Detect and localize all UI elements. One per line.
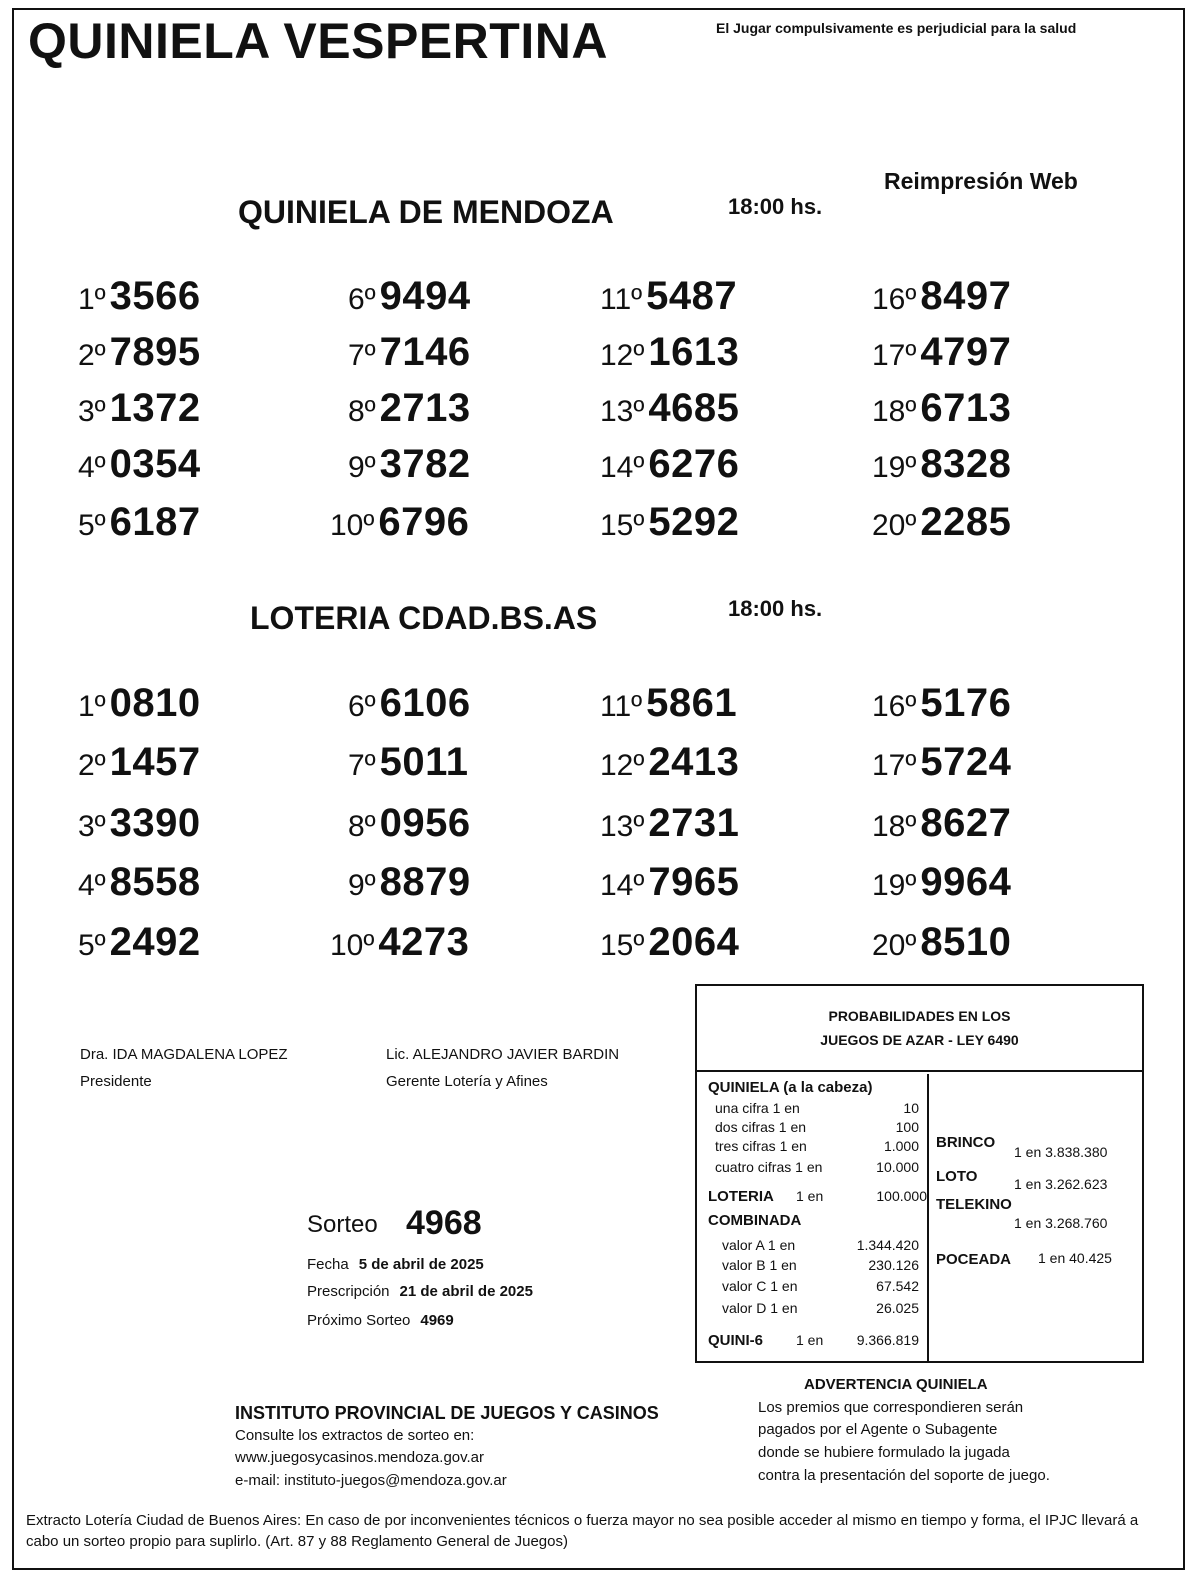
loto-odds-value: 1 en 3.262.623 bbox=[1014, 1176, 1108, 1192]
probabilidades-header bbox=[697, 986, 1142, 1072]
health-warning: El Jugar compulsivamente es perjudicial para la salud bbox=[716, 20, 1077, 36]
combinada-odds-value: 1.344.420 bbox=[856, 1237, 919, 1253]
result-number: 5176 bbox=[920, 681, 1012, 725]
signature-right-name: Lic. ALEJANDRO JAVIER BARDIN bbox=[386, 1046, 620, 1063]
result-item bbox=[330, 274, 471, 319]
result-number: 6276 bbox=[648, 442, 740, 486]
result-position: 7º bbox=[348, 749, 376, 782]
result-item bbox=[872, 801, 1011, 846]
result-number: 8558 bbox=[109, 860, 201, 904]
brinco-odds-value: 1 en 3.838.380 bbox=[1014, 1144, 1108, 1160]
probabilidades-divider bbox=[927, 1074, 929, 1361]
result-position: 5º bbox=[78, 509, 106, 542]
quiniela-odds-label: tres cifras 1 en bbox=[715, 1138, 807, 1154]
result-number: 4797 bbox=[920, 330, 1012, 374]
result-position: 16º bbox=[872, 283, 917, 316]
reprint-label: Reimpresión Web bbox=[884, 168, 1078, 194]
result-position: 18º bbox=[872, 810, 917, 843]
result-position: 15º bbox=[600, 509, 645, 542]
result-position: 2º bbox=[78, 339, 106, 372]
result-position: 8º bbox=[348, 810, 376, 843]
result-number: 9494 bbox=[379, 274, 471, 318]
result-position: 1º bbox=[78, 283, 106, 316]
result-item bbox=[330, 801, 471, 846]
mendoza-time: 18:00 hs. bbox=[728, 194, 823, 219]
telekino-odds-label: TELEKINO bbox=[936, 1196, 1012, 1213]
result-item bbox=[872, 442, 1011, 487]
quiniela-odds-label: una cifra 1 en bbox=[715, 1100, 800, 1116]
combinada-odds-label: COMBINADA bbox=[708, 1212, 802, 1229]
result-number: 8328 bbox=[920, 442, 1012, 486]
result-position: 1º bbox=[78, 690, 106, 723]
result-item bbox=[600, 442, 739, 487]
result-item bbox=[600, 920, 739, 965]
loteria-odds-text: 1 en bbox=[796, 1188, 824, 1204]
combinada-odds-value: 67.542 bbox=[876, 1278, 919, 1294]
result-position: 20º bbox=[872, 509, 917, 542]
result-number: 4273 bbox=[378, 920, 470, 964]
result-number: 1457 bbox=[109, 740, 201, 784]
result-item bbox=[78, 920, 201, 965]
result-item bbox=[330, 920, 469, 965]
result-position: 11º bbox=[600, 690, 643, 723]
result-position: 18º bbox=[872, 395, 917, 428]
quiniela-odds-value: 1.000 bbox=[883, 1138, 919, 1154]
instituto-email-link[interactable]: e-mail: instituto-juegos@mendoza.gov.ar bbox=[235, 1472, 507, 1489]
result-position: 14º bbox=[600, 451, 645, 484]
result-number: 3390 bbox=[109, 801, 201, 845]
result-number: 2492 bbox=[109, 920, 201, 964]
result-item bbox=[600, 860, 739, 905]
prescripcion-value: 21 de abril de 2025 bbox=[399, 1283, 533, 1300]
probabilidades-box bbox=[695, 984, 1144, 1363]
result-item bbox=[78, 801, 201, 846]
result-item bbox=[78, 860, 201, 905]
result-item bbox=[600, 386, 739, 431]
result-position: 13º bbox=[600, 395, 645, 428]
result-position: 11º bbox=[600, 283, 643, 316]
result-number: 5724 bbox=[920, 740, 1012, 784]
quini6-odds-value: 9.366.819 bbox=[856, 1332, 919, 1348]
result-number: 8627 bbox=[920, 801, 1012, 845]
result-number: 6796 bbox=[378, 500, 470, 544]
result-item bbox=[600, 801, 739, 846]
result-item bbox=[872, 681, 1011, 726]
probabilidades-title-1: PROBABILIDADES EN LOS bbox=[828, 1008, 1011, 1024]
result-item bbox=[872, 740, 1011, 785]
result-item bbox=[330, 442, 471, 487]
result-item bbox=[600, 330, 739, 375]
result-item bbox=[330, 386, 471, 431]
result-number: 6187 bbox=[109, 500, 201, 544]
result-item bbox=[78, 681, 201, 726]
result-item bbox=[330, 330, 471, 375]
result-number: 8879 bbox=[379, 860, 471, 904]
result-position: 10º bbox=[330, 929, 375, 962]
instituto-name: INSTITUTO PROVINCIAL DE JUEGOS Y CASINOS bbox=[235, 1403, 659, 1423]
advertencia-title: ADVERTENCIA QUINIELA bbox=[804, 1376, 988, 1393]
prescripcion-label: Prescripción bbox=[307, 1283, 390, 1300]
instituto-consult: Consulte los extractos de sorteo en: bbox=[235, 1427, 475, 1444]
result-position: 6º bbox=[348, 690, 376, 723]
mendoza-title: QUINIELA DE MENDOZA bbox=[238, 194, 614, 230]
result-number: 8497 bbox=[920, 274, 1012, 318]
quini6-odds-label: QUINI-6 bbox=[708, 1332, 764, 1349]
result-number: 4685 bbox=[648, 386, 740, 430]
poceada-odds-value: 1 en 40.425 bbox=[1038, 1250, 1112, 1266]
result-position: 3º bbox=[78, 395, 106, 428]
quiniela-odds-value: 10 bbox=[903, 1100, 919, 1116]
result-position: 4º bbox=[78, 451, 106, 484]
result-item bbox=[78, 274, 201, 319]
quiniela-odds-label: cuatro cifras 1 en bbox=[715, 1159, 823, 1175]
result-item bbox=[600, 274, 737, 319]
result-number: 6106 bbox=[379, 681, 471, 725]
combinada-odds-label: valor D 1 en bbox=[722, 1300, 798, 1316]
result-number: 2731 bbox=[648, 801, 740, 845]
fecha-row bbox=[307, 1256, 484, 1273]
sorteo-label: Sorteo bbox=[307, 1211, 378, 1238]
result-item bbox=[330, 860, 471, 905]
result-number: 5861 bbox=[646, 681, 738, 725]
advertencia-line: Los premios que correspondieren serán bbox=[758, 1399, 1024, 1416]
prescripcion-row bbox=[307, 1283, 533, 1300]
result-item bbox=[330, 740, 468, 785]
result-item bbox=[872, 274, 1011, 319]
combinada-odds-label: valor A 1 en bbox=[722, 1237, 796, 1253]
result-number: 8510 bbox=[920, 920, 1012, 964]
result-item bbox=[872, 330, 1011, 375]
result-position: 8º bbox=[348, 395, 376, 428]
signature-right-role: Gerente Lotería y Afines bbox=[386, 1073, 548, 1090]
result-item bbox=[600, 500, 739, 545]
result-item bbox=[330, 681, 471, 726]
result-number: 1613 bbox=[648, 330, 740, 374]
result-item bbox=[78, 740, 201, 785]
proximo-row bbox=[307, 1312, 454, 1329]
result-item bbox=[78, 442, 201, 487]
result-item bbox=[78, 386, 201, 431]
result-number: 5487 bbox=[646, 274, 738, 318]
result-number: 0354 bbox=[109, 442, 201, 486]
result-position: 17º bbox=[872, 339, 917, 372]
instituto-website-link[interactable]: www.juegosycasinos.mendoza.gov.ar bbox=[235, 1449, 485, 1466]
signature-left-role: Presidente bbox=[80, 1073, 152, 1090]
result-position: 12º bbox=[600, 749, 645, 782]
brinco-odds-label: BRINCO bbox=[936, 1134, 996, 1151]
quiniela-odds-label: dos cifras 1 en bbox=[715, 1119, 807, 1135]
advertencia-line: donde se hubiere formulado la jugada bbox=[758, 1444, 1010, 1461]
sorteo-number: 4968 bbox=[406, 1204, 482, 1242]
quiniela-odds-value: 100 bbox=[895, 1119, 919, 1135]
fecha-label: Fecha bbox=[307, 1256, 349, 1273]
result-position: 3º bbox=[78, 810, 106, 843]
quini6-odds-text: 1 en bbox=[796, 1332, 824, 1348]
result-position: 9º bbox=[348, 451, 376, 484]
result-number: 2713 bbox=[379, 386, 471, 430]
result-position: 12º bbox=[600, 339, 645, 372]
advertencia-line: contra la presentación del soporte de juego. bbox=[758, 1467, 1050, 1484]
result-position: 20º bbox=[872, 929, 917, 962]
result-number: 3782 bbox=[379, 442, 471, 486]
result-number: 2285 bbox=[920, 500, 1012, 544]
result-number: 0956 bbox=[379, 801, 471, 845]
result-item bbox=[600, 740, 739, 785]
result-position: 5º bbox=[78, 929, 106, 962]
result-position: 4º bbox=[78, 869, 106, 902]
result-number: 9964 bbox=[920, 860, 1012, 904]
combinada-odds-label: valor B 1 en bbox=[722, 1257, 797, 1273]
loteria-odds-label: LOTERIA bbox=[708, 1188, 774, 1205]
result-item bbox=[872, 386, 1011, 431]
result-position: 7º bbox=[348, 339, 376, 372]
loteria-odds-value: 100.000 bbox=[876, 1188, 927, 1204]
probabilidades-title-2: JUEGOS DE AZAR - LEY 6490 bbox=[820, 1032, 1019, 1048]
proximo-label: Próximo Sorteo bbox=[307, 1312, 411, 1329]
result-number: 7895 bbox=[109, 330, 201, 374]
result-number: 5292 bbox=[648, 500, 740, 544]
result-item bbox=[872, 860, 1011, 905]
result-number: 6713 bbox=[920, 386, 1012, 430]
combinada-odds-label: valor C 1 en bbox=[722, 1278, 798, 1294]
result-position: 15º bbox=[600, 929, 645, 962]
result-number: 2064 bbox=[648, 920, 740, 964]
result-item bbox=[872, 920, 1011, 965]
result-number: 2413 bbox=[648, 740, 740, 784]
result-number: 1372 bbox=[109, 386, 201, 430]
result-number: 5011 bbox=[379, 740, 469, 784]
quiniela-odds-value: 10.000 bbox=[876, 1159, 919, 1175]
result-position: 13º bbox=[600, 810, 645, 843]
result-item bbox=[600, 681, 737, 726]
result-number: 3566 bbox=[109, 274, 201, 318]
result-number: 7965 bbox=[648, 860, 740, 904]
combinada-odds-value: 26.025 bbox=[876, 1300, 919, 1316]
ciudad-title: LOTERIA CDAD.BS.AS bbox=[250, 600, 598, 636]
result-item bbox=[872, 500, 1011, 545]
result-number: 0810 bbox=[109, 681, 201, 725]
telekino-odds-value: 1 en 3.268.760 bbox=[1014, 1215, 1108, 1231]
quiniela-odds-title: QUINIELA (a la cabeza) bbox=[708, 1079, 873, 1096]
result-position: 2º bbox=[78, 749, 106, 782]
result-item bbox=[78, 500, 201, 545]
result-position: 19º bbox=[872, 869, 917, 902]
result-position: 9º bbox=[348, 869, 376, 902]
footer-note: Extracto Lotería Ciudad de Buenos Aires: En caso de por inconvenientes técnicos o fuerza mayor no sea posible acceder al mismo en tiempo y forma, el IPJC llevará a cabo un sorteo propio para suplirlo. (Art. 87 y 88 Reglamento General de Juegos) bbox=[26, 1512, 1139, 1550]
ciudad-time: 18:00 hs. bbox=[728, 596, 823, 621]
result-position: 14º bbox=[600, 869, 645, 902]
loto-odds-label: LOTO bbox=[936, 1168, 978, 1185]
fecha-value: 5 de abril de 2025 bbox=[358, 1256, 484, 1273]
result-position: 16º bbox=[872, 690, 917, 723]
result-position: 17º bbox=[872, 749, 917, 782]
poceada-odds-label: POCEADA bbox=[936, 1251, 1012, 1268]
result-item bbox=[330, 500, 469, 545]
combinada-odds-value: 230.126 bbox=[868, 1257, 919, 1273]
signature-left-name: Dra. IDA MAGDALENA LOPEZ bbox=[80, 1046, 288, 1063]
result-item bbox=[78, 330, 201, 375]
proximo-value: 4969 bbox=[420, 1312, 454, 1329]
result-position: 10º bbox=[330, 509, 375, 542]
page-title: QUINIELA VESPERTINA bbox=[28, 13, 608, 69]
advertencia-line: pagados por el Agente o Subagente bbox=[758, 1421, 998, 1438]
result-position: 19º bbox=[872, 451, 917, 484]
result-number: 7146 bbox=[379, 330, 471, 374]
result-position: 6º bbox=[348, 283, 376, 316]
